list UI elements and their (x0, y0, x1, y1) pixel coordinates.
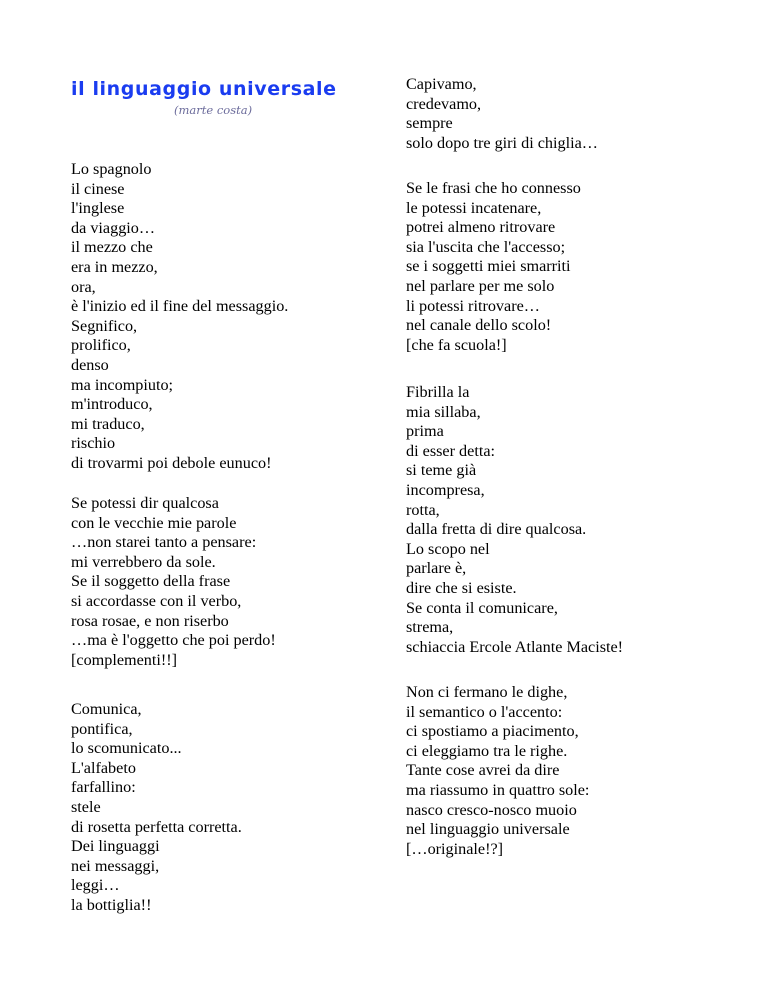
poem-line: mi traduco, (71, 414, 145, 433)
poem-line: Lo spagnolo (71, 160, 152, 178)
poem-line: Segnifico, (71, 316, 138, 335)
poem-line: Non ci fermano le dighe, (406, 683, 568, 701)
stanza (71, 494, 276, 670)
poem-line: mia sillaba, (406, 402, 481, 421)
poem-line: di trovarmi poi debole eunuco! (71, 453, 272, 472)
stanza (71, 700, 242, 916)
poem-line: pontifica, (71, 719, 133, 738)
poem-line: nei messaggi, (71, 856, 160, 875)
poem-line: rosa rosae, e non riserbo (71, 611, 229, 630)
poem-line: Fibrilla la (406, 383, 470, 401)
poem-line: rotta, (406, 500, 440, 519)
poem-line: il cinese (71, 179, 125, 198)
poem-line: potrei almeno ritrovare (406, 218, 556, 237)
poem-line: dalla fretta di dire qualcosa. (406, 520, 587, 539)
poem-line: ci spostiamo a piacimento, (406, 722, 579, 741)
poem-line: stele (71, 797, 101, 816)
poem-line: prolifico, (71, 336, 131, 355)
poem-line: rischio (71, 434, 116, 453)
poem-line: denso (71, 355, 109, 374)
poem-line: L'alfabeto (71, 758, 136, 777)
poem-line: di esser detta: (406, 441, 495, 460)
poem-line: Tante cose avrei da dire (406, 761, 560, 780)
poem-line: il semantico o l'accento: (406, 702, 563, 721)
poem-line: Lo scopo nel (406, 539, 490, 558)
poem-line: credevamo, (406, 94, 482, 113)
poem-line: le potessi incatenare, (406, 198, 542, 217)
poem-line: sempre (406, 114, 453, 133)
poem-line: mi verrebbero da sole. (71, 552, 216, 571)
poem-author: (marte costa) (174, 103, 253, 117)
poem-title: il linguaggio universale (71, 78, 337, 100)
poem-line: di rosetta perfetta corretta. (71, 817, 242, 836)
poem-line: ora, (71, 277, 96, 296)
stanza (406, 683, 589, 859)
poem-line: Capivamo, (406, 75, 477, 93)
poem-line: l'inglese (71, 199, 125, 218)
poem-line: Comunica, (71, 700, 142, 718)
poem-line: nel linguaggio universale (406, 820, 570, 839)
poem-line: prima (406, 422, 444, 441)
poem-line: li potessi ritrovare… (406, 296, 540, 315)
poem-line: …non starei tanto a pensare: (71, 533, 257, 552)
poem-line: nel canale dello scolo! (406, 316, 552, 335)
poem-line: Se il soggetto della frase (71, 572, 231, 591)
poem-line: ma riassumo in quattro sole: (406, 780, 590, 799)
stanza (406, 179, 581, 355)
poem-line: è l'inizio ed il fine del messaggio. (71, 297, 289, 316)
poem-line: Se potessi dir qualcosa (71, 494, 219, 512)
stanza (71, 160, 288, 474)
poem-line: ma incompiuto; (71, 375, 174, 394)
poem-line: strema, (406, 618, 454, 637)
poem-line: sia l'uscita che l'accesso; (406, 237, 566, 256)
poem-line: parlare è, (406, 559, 467, 578)
poem-line: se i soggetti miei smarriti (406, 257, 571, 276)
poem-line: la bottiglia!! (71, 895, 152, 914)
poem-line: nel parlare per me solo (406, 276, 555, 295)
poem-line: …ma è l'oggetto che poi perdo! (71, 631, 276, 650)
poem-line: farfallino: (71, 778, 136, 797)
poem-line: [che fa scuola!] (406, 335, 507, 354)
poem-line: da viaggio… (71, 218, 156, 237)
poem-line: ci eleggiamo tra le righe. (406, 741, 568, 760)
poem-line: con le vecchie mie parole (71, 513, 237, 532)
poem-line: lo scomunicato... (71, 739, 182, 758)
poem-line: schiaccia Ercole Atlante Maciste! (406, 637, 624, 656)
poem-line: Se le frasi che ho connesso (406, 179, 581, 197)
poem-line: era in mezzo, (71, 257, 158, 276)
poem-line: […originale!?] (406, 839, 504, 858)
stanza (406, 75, 598, 153)
poem-line: leggi… (71, 876, 120, 895)
poem-line: [complementi!!] (71, 650, 178, 669)
poem-line: solo dopo tre giri di chiglia… (406, 133, 598, 152)
poem-line: il mezzo che (71, 238, 153, 257)
poem-line: incompresa, (406, 480, 485, 499)
stanza (406, 383, 623, 657)
poem-line: si accordasse con il verbo, (71, 591, 242, 610)
poem-line: Dei linguaggi (71, 837, 160, 856)
poem-line: dire che si esiste. (406, 578, 517, 597)
poem-line: m'introduco, (71, 395, 153, 414)
poem-line: Se conta il comunicare, (406, 598, 558, 617)
poem-line: nasco cresco-nosco muoio (406, 800, 577, 819)
poem-line: si teme già (406, 461, 477, 480)
